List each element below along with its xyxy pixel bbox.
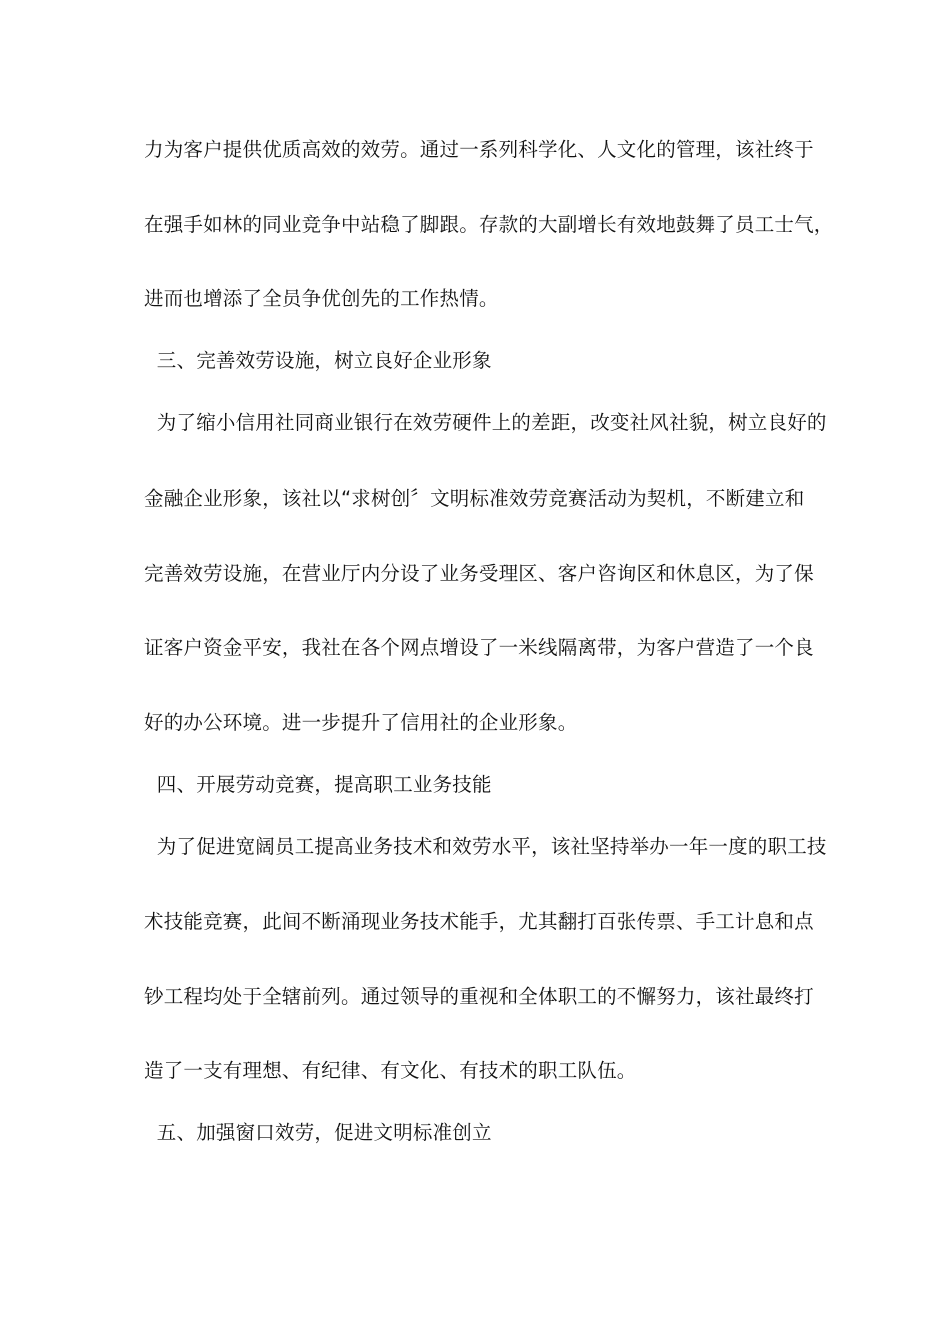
paragraph-line: 完善效劳设施，在营业厅内分设了业务受理区、客户咨询区和休息区，为了保 <box>144 562 814 585</box>
paragraph-line: 为了促进宽阔员工提高业务技术和效劳水平，该社坚持举办一年一度的职工技 <box>144 835 827 858</box>
paragraph-line: 证客户资金平安，我社在各个网点增设了一米线隔离带，为客户营造了一个良 <box>144 636 814 659</box>
paragraph-line: 进而也增添了全员争优创先的工作热情。 <box>144 287 499 310</box>
paragraph-line: 力为客户提供优质高效的效劳。通过一系列科学化、人文化的管理，该社终于 <box>144 138 814 161</box>
section-heading: 三、完善效劳设施，树立良好企业形象 <box>144 349 492 372</box>
paragraph-line: 金融企业形象，该社以“求树创〞文明标准效劳竞赛活动为契机，不断建立和 <box>144 487 805 510</box>
paragraph-line: 术技能竞赛，此间不断涌现业务技术能手，尤其翻打百张传票、手工计息和点 <box>144 910 814 933</box>
paragraph-line: 造了一支有理想、有纪律、有文化、有技术的职工队伍。 <box>144 1059 637 1082</box>
section-heading: 五、加强窗口效劳，促进文明标准创立 <box>144 1121 492 1144</box>
paragraph-line: 在强手如林的同业竞争中站稳了脚跟。存款的大副增长有效地鼓舞了员工士气， <box>144 213 834 236</box>
paragraph-line: 为了缩小信用社同商业银行在效劳硬件上的差距，改变社风社貌，树立良好的 <box>144 411 827 434</box>
section-heading: 四、开展劳动竞赛，提高职工业务技能 <box>144 773 492 796</box>
paragraph-line: 好的办公环境。进一步提升了信用社的企业形象。 <box>144 711 578 734</box>
paragraph-line: 钞工程均处于全辖前列。通过领导的重视和全体职工的不懈努力，该社最终打 <box>144 985 814 1008</box>
